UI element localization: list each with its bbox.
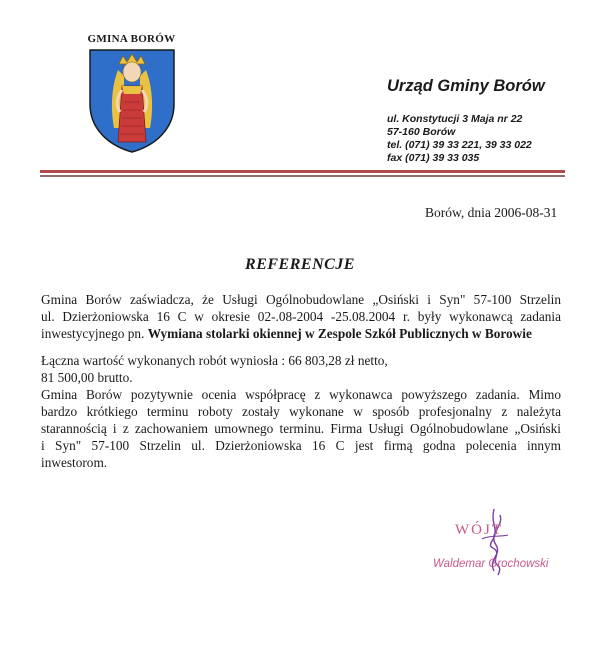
address-phone: tel. (071) 39 33 221, 39 33 022 (387, 139, 532, 151)
paragraph-2 (41, 352, 561, 471)
office-name: Urząd Gminy Borów (387, 77, 545, 95)
project-name: Wymiana stolarki okiennej w Zespole Szkół Publicznych w Borowie (147, 326, 532, 341)
paragraph-2-line-1: Łączna wartość wykonanych robót wyniosła : 66 803,28 zł netto, (41, 353, 388, 368)
paragraph-1 (41, 291, 561, 342)
address-postal: 57-160 Borów (387, 126, 456, 138)
paragraph-2-line-5: starannością i z zachowaniem umownego terminu. Firma Usługi Ogólnobudowlane „Osiński (41, 421, 561, 436)
letter-date: Borów, dnia 2006-08-31 (425, 205, 558, 220)
address-street: ul. Konstytucji 3 Maja nr 22 (387, 113, 523, 125)
paragraph-2-line-7: inwestorom. (41, 455, 108, 470)
header-divider (40, 170, 565, 173)
letter-title: REFERENCJE (245, 256, 355, 273)
paragraph-2-line-4: bardzo krótkiego terminu roboty zostały wykonane w sposób profesjonalny z należyta (41, 404, 561, 419)
paragraph-1-line-3 (41, 325, 561, 342)
signature-name: Waldemar Grochowski (433, 558, 549, 570)
crest-label: GMINA BORÓW (87, 33, 176, 45)
paragraph-1-line-3-prefix: inwestycyjnego pn. (41, 326, 148, 341)
header-divider-secondary (40, 175, 565, 177)
paragraph-1-line-1: Gmina Borów zaświadcza, że Usługi Ogólnobudowlane „Osiński i Syn" 57-100 Strzelin (41, 292, 561, 307)
paragraph-2-line-3: Gmina Borów pozytywnie ocenia współpracę z wykonawca powyższego zadania. Mimo (41, 387, 561, 402)
paragraph-1-line-2: ul. Dzierżoniowska 16 C w okresie 02-.08-2004 -25.08.2004 r. były wykonawcą zadania (41, 309, 561, 324)
paragraph-2-line-2: 81 500,00 brutto. (41, 370, 133, 385)
paragraph-2-line-6: i Syn" 57-100 Strzelin ul. Dzierżoniowska 16 C jest firmą godna polecenia innym (41, 438, 561, 453)
signature-scribble-icon (470, 505, 520, 585)
address-fax: fax (071) 39 33 035 (387, 152, 480, 164)
coat-of-arms-icon (86, 46, 178, 154)
signature-stamp-title: WÓJT (455, 522, 503, 538)
